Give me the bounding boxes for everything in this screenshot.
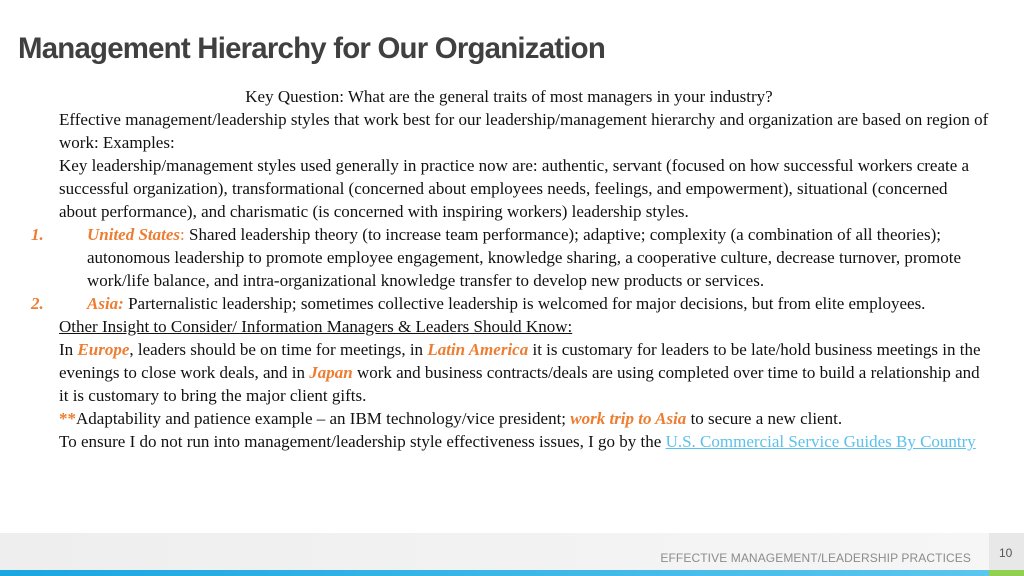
text: work and business contracts/deals are using completed over time to build a relationship and it is customary to bring the major client gifts. bbox=[59, 363, 980, 405]
list-number: 2. bbox=[31, 294, 44, 313]
list-text: Shared leadership theory (to increase team performance); adaptive; complexity (a combination of all theories); autonomous leadership to promote employee engagement, knowledge sharing, a cooperative culture, decrease turnover, promote work/life balance, and intra-organizational knowledge transfer to develop new products or services. bbox=[87, 225, 962, 290]
commercial-service-guides-link[interactable]: U.S. Commercial Service Guides By Country bbox=[665, 432, 976, 451]
key-question: Key Question: What are the general traits of most managers in your industry? bbox=[245, 87, 773, 106]
list-item-united-states bbox=[31, 223, 989, 292]
slide-body bbox=[31, 85, 989, 453]
example-paragraph bbox=[59, 407, 989, 430]
intro-paragraph: Effective management/leadership styles that work best for our leadership/management hierarchy and organization are based on region of work: Examples: bbox=[59, 110, 989, 152]
text: To ensure I do not run into management/leadership style effectiveness issues, I go by the bbox=[59, 432, 666, 451]
region-label: United States bbox=[87, 225, 181, 244]
region-label: Asia: bbox=[87, 294, 124, 313]
region-separator: : bbox=[180, 225, 185, 244]
footer-label: EFFECTIVE MANAGEMENT/LEADERSHIP PRACTICES bbox=[660, 551, 971, 565]
list-item-asia bbox=[31, 292, 989, 315]
highlight-japan: Japan bbox=[309, 363, 353, 382]
page-number: 10 bbox=[999, 546, 1013, 560]
asterisks: ** bbox=[59, 409, 76, 428]
highlight-work-trip: work trip to Asia bbox=[570, 409, 687, 428]
highlight-latin-america: Latin America bbox=[427, 340, 529, 359]
highlight-europe: Europe bbox=[77, 340, 130, 359]
insight-heading: Other Insight to Consider/ Information Managers & Leaders Should Know: bbox=[59, 317, 573, 336]
list-number: 1. bbox=[31, 225, 44, 244]
list-text: Parternalistic leadership; sometimes collective leadership is welcomed for major decisions, but from elite employees. bbox=[123, 294, 926, 313]
text: it is customary for leaders to be late/hold business meetings in the evenings to close work deals, and in bbox=[59, 340, 981, 382]
text: Adaptability and patience example – an IBM technology/vice president; bbox=[76, 409, 571, 428]
styles-paragraph: Key leadership/management styles used generally in practice now are: authentic, servant (focused on how successful workers create a successful organization), transformational (concerned about employees needs, feelings, and empowerment), situational (concerned about performance), and charismatic (is concerned with inspiring workers) leadership styles. bbox=[59, 156, 970, 221]
closing-paragraph bbox=[59, 430, 989, 453]
footer-stripe-blue bbox=[0, 570, 989, 576]
text: to secure a new client. bbox=[686, 409, 843, 428]
text: , leaders should be on time for meetings, in bbox=[129, 340, 428, 359]
text: In bbox=[59, 340, 78, 359]
footer-stripe-green bbox=[989, 570, 1024, 576]
slide-title: Management Hierarchy for Our Organization bbox=[18, 32, 606, 65]
insight-paragraph bbox=[59, 338, 989, 407]
